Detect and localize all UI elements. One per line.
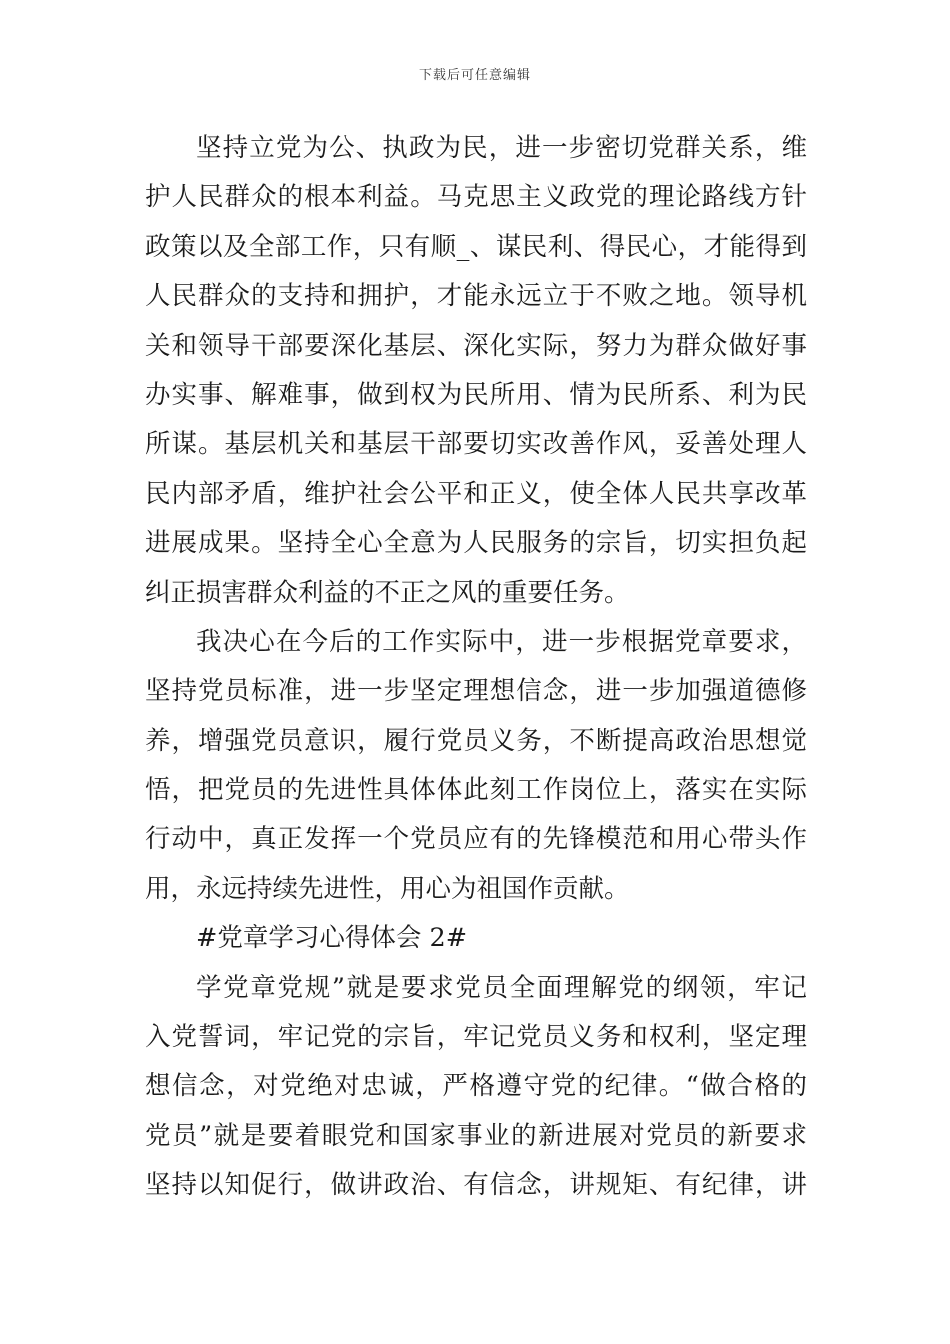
text-line: 坚持立党为公、执政为民，进一步密切党群关系，维 [196, 133, 807, 163]
text-line: 我决心在今后的工作实际中，进一步根据党章要求， [196, 626, 807, 657]
text-line: 政策以及全部工作，只有顺_、谋民利、得民心，才能得到 [145, 231, 807, 262]
text-line: 行动中，真正发挥一个党员应有的先锋模范和用心带头作 [145, 824, 807, 855]
header-note: 下载后可任意编辑 [418, 68, 531, 83]
text-line: 学党章党规”就是要求党员全面理解党的纲领，牢记 [196, 972, 807, 1003]
text-line: 关和领导干部要深化基层、深化实际，努力为群众做好事 [145, 330, 807, 361]
text-line: 坚持以知促行，做讲政治、有信念，讲规矩、有纪律，讲 [145, 1170, 807, 1201]
document-body [145, 124, 807, 1211]
text-line: 坚持党员标准，进一步坚定理想信念，进一步加强道德修 [145, 676, 807, 707]
text-line: 办实事、解难事，做到权为民所用、情为民所系、利为民 [145, 379, 807, 410]
text-line: 党员”就是要着眼党和国家事业的新进展对党员的新要求 [145, 1120, 807, 1151]
text-line: 人民群众的支持和拥护，才能永远立于不败之地。领导机 [145, 281, 807, 312]
text-line: 养，增强党员意识，履行党员义务，不断提高政治思想觉 [145, 725, 807, 756]
text-line: 入党誓词，牢记党的宗旨，牢记党员义务和权利，坚定理 [145, 1022, 807, 1053]
section-heading: #党章学习心得体会 2# [196, 923, 468, 954]
text-line: 护人民群众的根本利益。马克思主义政党的理论路线方针 [145, 182, 807, 213]
text-line: 悟，把党员的先进性具体体此刻工作岗位上，落实在实际 [145, 775, 807, 806]
text-line: 所谋。基层机关和基层干部要切实改善作风，妥善处理人 [145, 429, 807, 460]
text-line: 用，永远持续先进性，用心为祖国作贡献。 [145, 873, 630, 904]
text-line: 进展成果。坚持全心全意为人民服务的宗旨，切实担负起 [145, 528, 807, 559]
text-line: 想信念，对党绝对忠诚，严格遵守党的纪律。“做合格的 [145, 1071, 807, 1102]
text-line: 纠正损害群众利益的不正之风的重要任务。 [145, 577, 630, 608]
text-line: 民内部矛盾，维护社会公平和正义，使全体人民共享改革 [145, 478, 807, 509]
